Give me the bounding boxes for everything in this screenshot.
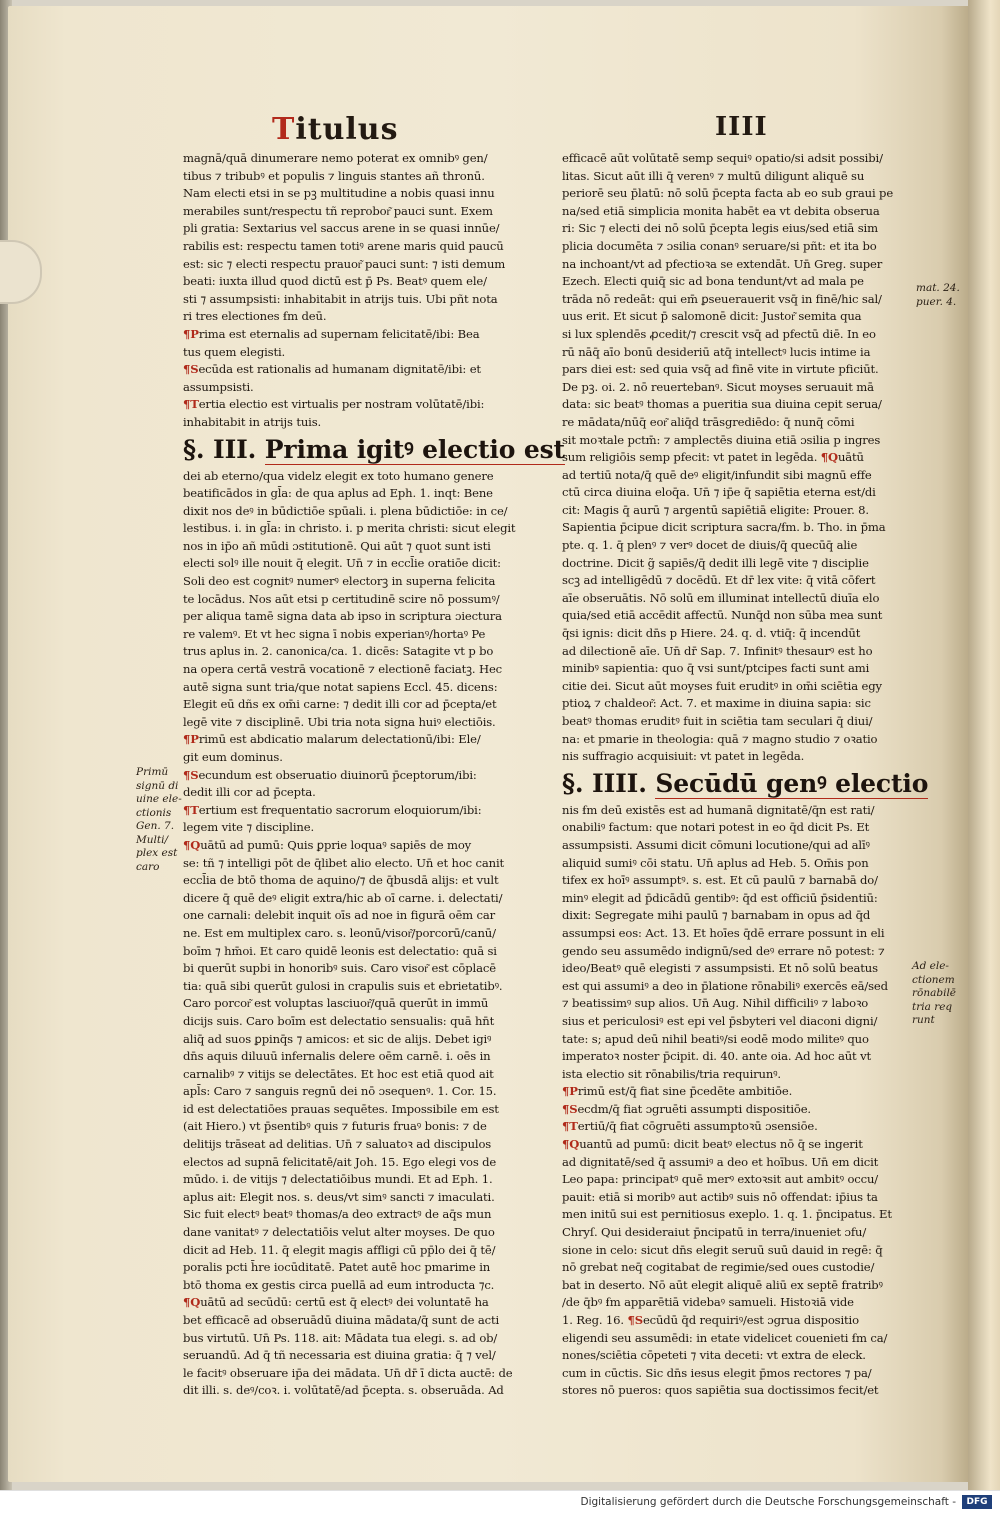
text-line: doctrine. Dicit g̃ sapiēs/q̄ dedit illi legē vite ⁊ disciplie — [562, 555, 869, 570]
text-line: ptioꝝ ⁊ chaldeor͂: Act. 7. et maxime in diuina sapia: sic — [562, 696, 871, 711]
text-line: ne. Est em multiplex caro. s. leonū/visor͂/porcorū/canū/ — [183, 925, 496, 940]
text-block-4 — [562, 1154, 914, 1330]
text-line: dixit nos deꝰ in būdictiōe spūali. i. plena būdictiōe: in ce/ — [183, 503, 508, 518]
text-line: dixit: Segregate mihi paulū ⁊ barnabam in opus ad q̄d — [562, 908, 871, 923]
text-line: bat in deserto. Nō aūt elegit aliquē aliū ex septē fratribꝰ — [562, 1277, 883, 1292]
text-block-5 — [562, 1330, 914, 1400]
text-line: apl̄s: Caro ⁊ sanguis regnū dei nō ɔsequenꝰ. 1. Cor. 15. — [183, 1084, 497, 1099]
text-line: quia/sed etiā accēdit affectū. Nunq̄d non sūba mea sunt — [562, 608, 883, 623]
rubric-line: ¶Primū est/q̄ fiat sine p̄cedēte ambitiōe. — [562, 1084, 793, 1099]
text-line: tate: s; apud deū nihil beatiꝰ/si eodē modo militeꝰ quo — [562, 1031, 869, 1046]
text-line: Sapientia p̄cipue dicit scriptura sacra/ẜm. b. Tho. in p̄ma — [562, 520, 886, 535]
text-line: electos ad supnā felicitatē/ait Joh. 15. Ego elegi vos de — [183, 1154, 497, 1169]
text-line: sit moꝛtale pctm̄: ⁊ amplectēs diuina etiā ɔsilia p ingres — [562, 432, 881, 447]
pilcrow-mark: ¶ — [562, 1119, 570, 1134]
rubric-line: ¶Tertiū/q̄ fiat cōgruēti assumptoꝛū ɔsensiōe. — [562, 1119, 818, 1134]
running-title: Titulus — [272, 112, 399, 147]
text-block-4 — [183, 1312, 545, 1400]
text-line: (ait Hiero.) vt p̄sentibꝰ quis ⁊ futuris fruaꝰ bonis: ⁊ de — [183, 1119, 487, 1134]
text-line: sius et periculosiꝰ est epi vel p̄sbyteri vel diaconi digni/ — [562, 1013, 878, 1028]
text-line: est: sic ⁊ electi respectu prauor͂ pauci sunt: ⁊ isti demum — [183, 256, 506, 271]
funding-credit: Digitalisierung gefördert durch die Deutsche Forschungsgemeinschaft - — [580, 1496, 956, 1508]
pilcrow-mark: ¶ — [183, 1295, 191, 1310]
text-line: si lux splendēs ꝓcedit/⁊ crescit vsq̄ ad pfectū diē. In eo — [562, 326, 876, 341]
text-line: scꝫ ad intelligēdū ⁊ docēdū. Et dr̄ lex vite: q̄ vitā cōfert — [562, 573, 876, 588]
text-line: dicijs suis. Caro boīm est delectatio sensualis: quā hn̄t — [183, 1013, 495, 1028]
text-line: ri: Sic ⁊ electi dei nō solū p̄cepta legis eius/sed etiā sim — [562, 221, 878, 236]
funding-footer — [0, 1490, 1000, 1514]
rubric-line: ¶Quātū ad secūdū: certū est q̄ electꝰ dei voluntatē ha — [183, 1295, 489, 1310]
text-line: ctū circa diuina eloq̄a. Un̄ ⁊ ip̄e q̄ sapiētia eterna est/di — [562, 485, 876, 500]
pilcrow-mark: ¶ — [562, 1137, 570, 1152]
text-line: nis suffragio acquisiuit: vt patet in legēda. — [562, 749, 805, 764]
rubric-line: ¶Secūda est rationalis ad humanam dignitatē/ibi: et — [183, 362, 481, 377]
folio-number: IIII — [715, 112, 768, 142]
text-line: nos in ip̄o añ mūdi ɔstitutionē. Qui aūt ⁊ quot sunt isti — [183, 538, 491, 553]
text-line: na opera certā vestrā vocationē ⁊ electionē faciatꝫ. Hec — [183, 662, 503, 677]
text-line: sti ⁊ assumpsisti: inhabitabit in atrijs tuis. Ubi pñt nota — [183, 291, 498, 306]
text-line: pauit: etiā si moribꝰ aut actibꝰ suis nō offendat: ip̄ius ta — [562, 1189, 878, 1204]
rubric-line: ¶Tertia electio est virtualis per nostram volūtatē/ibi: — [183, 397, 485, 412]
text-line: rabilis est: respectu tamen totiꝰ arene maris quid paucū — [183, 238, 504, 253]
rubric-line: ¶Tertium est frequentatio sacrorum eloquiorum/ibi: — [183, 802, 482, 817]
left-column — [183, 150, 565, 1400]
pilcrow-mark: ¶ — [627, 1313, 635, 1327]
text-line: bet efficacē ad obseruādū diuina mādata/q̄ sunt de acti — [183, 1313, 500, 1327]
text-line: periorē seu p̄latū: nō solū p̄cepta facta ab eo sub graui pe — [562, 186, 894, 201]
text-block-2 — [183, 468, 545, 732]
text-line: aliquid sumiꝰ cōi statu. Un̄ aplus ad Heb. 5. Om̄is pon — [562, 855, 869, 870]
text-line: beati: iuxta illud quod dictū est p̄ Ps. Beatꝰ quem ele/ — [183, 274, 487, 289]
pilcrow-mark: ¶ — [562, 1084, 570, 1099]
text-line: beatificādos in gl̄a: de qua aplus ad Eph. 1. inqt: Bene — [183, 486, 493, 501]
text-line: tia: quā sibi querūt gulosi in crapulis suis et ebrietatibꝰ. — [183, 978, 503, 993]
text-line: assumpsi eos: Act. 13. Et hoīes q̄dē errare possunt in eli — [562, 925, 885, 940]
text-line: one carnali: delebit inquit oīs ad noe in figurā oēm car — [183, 908, 496, 923]
section-heading-IIII: §. IIII. Secūdū genꝰ electio — [562, 768, 929, 798]
text-line: dicere q̄ quē deꝰ eligit extra/hic ab oī carne. i. delectati/ — [183, 890, 503, 905]
text-line: minibꝰ sapientia: quo q̄ vsi sunt/ptcipes facti sunt ami — [562, 661, 870, 676]
text-line: Caro porcor͂ est voluptas lasciuor͂/quā querūt in immū — [183, 996, 489, 1011]
pilcrow-mark: ¶ — [183, 732, 191, 747]
text-line: lestibus. i. in gl̄a: in christo. i. p merita christi: sicut elegit — [183, 521, 516, 536]
pilcrow-mark: ¶ — [183, 837, 191, 852]
text-block-1 — [183, 150, 545, 326]
text-line: bus virtutū. Un̄ Ps. 118. ait: Mādata tua elegi. s. ad ob/ — [183, 1330, 498, 1345]
rubric-line: sum religiōis semp pfecit: vt patet in legēda. ¶Quātū — [562, 450, 864, 465]
text-line: trus aplus in. 2. canonica/ca. 1. dicēs: Satagite vt p bo — [183, 644, 494, 659]
text-line: poralis pcti h̄re iocūditatē. Patet autē hoc pmarime in — [183, 1260, 491, 1275]
text-line: ista electio sit rōnabilis/tria requirunꝰ. — [562, 1066, 781, 1081]
text-line: se: tñ ⁊ intelligi pōt de q̄libet alio electo. Un̄ et hoc canit — [183, 855, 505, 870]
text-line: eligendi seu assumēdi: in etate videlicet couenieti ẜm ca/ — [562, 1330, 888, 1345]
text-line: autē signa sunt tria/que notat sapiens Eccl. 45. dicens: — [183, 679, 498, 694]
text-line: cit: Magis q̄ aurū ⁊ argentū sapiētiā eligite: Prouer. 8. — [562, 502, 869, 517]
text-line: ad dilectionē aīe. Un̄ dr̄ Sap. 7. Infinitꝰ thesaurꝰ est ho — [562, 643, 873, 658]
text-block-3 — [183, 855, 545, 1295]
text-line: dane vanitatꝰ ⁊ delectatiōis velut alter moyses. De quo — [183, 1225, 495, 1240]
text-line: electi solꝰ ille nouit q̄ elegit. Un̄ ⁊ in eccl̄ie oratiōe dicit: — [183, 556, 501, 571]
text-line: beatꝰ thomas eruditꝰ fuit in sciētia tam seculari q̄ diui/ — [562, 714, 873, 728]
text-line: re valemꝰ. Et vt hec signa ī nobis experianꝰ/hortaꝰ Pe — [183, 626, 486, 641]
pilcrow-mark: ¶ — [183, 397, 191, 412]
text-line: pli gratia: Sextarius vel saccus arene in se quasi innūe/ — [183, 221, 500, 236]
rubric-line: ¶Secdm/q̄ fiat ɔgruēti assumpti dispositiōe. — [562, 1101, 811, 1116]
text-line: q̄si ignis: dicit dn̄s p Hiere. 24. q. d. vtiq̄: q̄ incendūt — [562, 626, 861, 641]
margin-note-left: Primū signū di uine ele- ctionis Gen. 7. Multi/ plex est caro — [136, 766, 182, 873]
text-line: uus erit. Et sicut p̄ salomonē dicit: Justor͂ semita qua — [562, 309, 862, 324]
dfg-logo: DFG — [962, 1495, 992, 1509]
right-column — [562, 150, 929, 1400]
section-heading-III: §. III. Prima igitꝰ electio est — [183, 434, 565, 464]
text-line: re mādata/nūq̄ eor͂ aliq̄d trāsgrediēdo: q̄ nunq̄ cōmi — [562, 414, 855, 429]
text-line: imperatoꝛ noster p̄cipit. di. 40. ante oia. Ad hoc aūt vt — [562, 1049, 872, 1064]
text-line: Soli deo est cognitꝰ numerꝰ electorꝫ in superna felicita — [183, 574, 496, 589]
text-line: ideo/Beatꝰ quē elegisti ⁊ assumpsisti. Et nō solū beatus — [562, 961, 878, 976]
text-line: id est delectatiōes prauas sequētes. Impossibile em est — [183, 1101, 499, 1116]
rubric-line: ¶Prima est eternalis ad supernam felicitatē/ibi: Bea — [183, 326, 480, 341]
rubric-line: ¶Quātū ad pumū: Quis ꝑprie loquaꝰ sapiēs de moy — [183, 837, 472, 852]
text-line: legē vite ⁊ disciplinē. Ubi tria nota signa huiꝰ electiōis. — [183, 714, 496, 729]
rubric-line: 1. Reg. 16. ¶Secūdū q̄d requiriꝰ/est ɔgrua dispositio — [562, 1313, 859, 1327]
text-line: rū nāq̄ aīo bonū desideriū atq̄ intellectꝰ lucis intime ia — [562, 344, 871, 359]
text-line: Chryſ. Qui desideraiut p̄ncipatū in terra/inueniet ɔfu/ — [562, 1225, 867, 1240]
text-line: Elegit eū dñs ex om̄i carne: ⁊ dedit illi cor ad p̄cepta/et — [183, 697, 497, 712]
text-line: gendo seu assumēdo indignū/sed deꝰ errare nō potest: ⁊ — [562, 943, 885, 958]
text-line: pars diei est: sed quia vsq̄ ad finē vite in virtute pficiūt. — [562, 362, 879, 377]
text-line: /de q̄bꝰ ẜm apparētiā videbaꝰ samueli. Histoꝛiā vide — [562, 1295, 854, 1310]
text-block-3 — [562, 802, 914, 1084]
text-line: litas. Sicut aūt illi q̄ verenꝰ ⁊ multū diligunt aliquē su — [562, 168, 865, 183]
text-line: te locādus. Nos aūt etsi p certitudinē scire nō possumꝰ/ — [183, 591, 500, 606]
text-line: dicit ad Heb. 11. q̄ elegit magis affligi cū pp̄lo dei q̄ tē/ — [183, 1242, 496, 1257]
pilcrow-mark: ¶ — [183, 362, 191, 377]
text-line: le facitꝰ obseruare ip̄a dei mādata. Un̄ dr̄ ī dicta auctē: de — [183, 1365, 513, 1380]
text-line: magnā/quā dinumerare nemo poterat ex omnibꝰ gen/ — [183, 151, 488, 165]
rubric-line: ¶Primū est abdicatio malarum delectationū/ibi: Ele/ — [183, 732, 481, 747]
rubric-line: ¶Secundum est obseruatio diuinorū p̄ceptorum/ibi: — [183, 767, 477, 782]
text-line: De pꝫ. oi. 2. nō reuertebanꝰ. Sicut moyses seruauit mā — [562, 379, 874, 394]
text-line: btō thoma ex gestis circa puellā ad eum introducta ⁊c. — [183, 1277, 495, 1292]
text-line: sione in celo: sicut dn̄s elegit seruū suū dauid in regē: q̄ — [562, 1242, 883, 1257]
text-line: cum in cūctis. Sic dn̄s iesus elegit p̄mos rectores ⁊ pa/ — [562, 1365, 872, 1380]
text-line: plicia documēta ⁊ ɔsilia conanꝰ seruare/si pñt: et ita bo — [562, 238, 877, 253]
book-gutter — [968, 0, 1000, 1490]
text-line: trāda nō redeāt: qui em̄ ꝑseuerauerit vsq̄ in finē/hic sal/ — [562, 291, 882, 306]
text-line: nones/sciētia cōpeteti ⁊ vita deceti: vt extra de eleck. — [562, 1348, 866, 1363]
text-line: tibus ⁊ tribubꝰ et populis ⁊ linguis stantes añ thronū. — [183, 168, 485, 183]
pilcrow-mark: ¶ — [562, 1101, 570, 1116]
text-line: assumpsisti. — [183, 379, 254, 394]
text-line: na inchoant/vt ad pfectioꝛa se extendāt. Un̄ Greg. super — [562, 256, 883, 271]
pilcrow-mark: ¶ — [183, 767, 191, 782]
text-line: dn̄s aquis diluuū infernalis delere oēm carnē. i. oēs in — [183, 1049, 491, 1064]
text-block-2 — [562, 467, 914, 766]
text-line: boīm ⁊ hm̄oi. Et caro quidē leonis est delectatio: quā si — [183, 943, 497, 958]
text-line: carnalibꝰ ⁊ vitijs se delectātes. Et hoc est etiā quod ait — [183, 1066, 494, 1081]
text-line: per aliqua tamē signa data ab ipso in scriptura ɔiectura — [183, 609, 502, 624]
text-line: inhabitabit in atrijs tuis. — [183, 414, 322, 429]
text-line: nis ẜm deū existēs est ad humanā dignitatē/q̄n est rati/ — [562, 802, 875, 817]
text-line: na/sed etiā simplicia monita habēt ea vt debita obserua — [562, 203, 880, 218]
text-line: bi querūt supbi in honoribꝰ suis. Caro visor͂ est cōplacē — [183, 961, 496, 976]
margin-note-right-1: mat. 24. puer. 4. — [916, 282, 960, 308]
text-line: eccl̄ia de btō thoma de aquino/⁊ de q̄busdā alijs: et vult — [183, 873, 499, 888]
text-line: na: et pmarie in theologia: quā ⁊ magno studio ⁊ oꝛatio — [562, 731, 878, 746]
text-line: Leo papa: principatꝰ quē merꝰ extoꝛsit aut ambitꝰ occu/ — [562, 1172, 879, 1187]
text-line: ri tres electiones ẜm deū. — [183, 309, 327, 324]
text-line: delitijs trāseat ad delitias. Un̄ ⁊ saluatoꝛ ad discipulos — [183, 1137, 492, 1152]
margin-note-right-2: Ad ele- ctionem rōnabilē tria req runt — [912, 960, 957, 1026]
text-line: assumpsisti. Assumi dicit cōmuni locutione/qui ad alīꝰ — [562, 837, 870, 852]
text-line: dit illi. s. deꝰ/coꝛ. i. volūtatē/ad p̄cepta. s. obseruāda. Ad — [183, 1383, 504, 1398]
text-line: Nam electi etsi in se pꝫ multitudine a nobis quasi innu — [183, 186, 495, 201]
text-line: git eum dominus. — [183, 750, 283, 764]
text-line: data: sic beatꝰ thomas a pueritia sua diuina cepit serua/ — [562, 397, 882, 412]
text-line: aplus ait: Elegit nos. s. deus/vt simꝰ sancti ⁊ imaculati. — [183, 1189, 495, 1204]
text-line: efficacē aūt volūtatē semp sequiꝰ opatio/si adsit possibi/ — [562, 151, 883, 165]
text-line: pte. q. 1. q̄ plenꝰ ⁊ verꝰ docet de diuis/q̄ quecūq̄ alie — [562, 538, 858, 553]
rubric-line: ¶Quantū ad pumū: dicit beatꝰ electus nō q̄ se ingerit — [562, 1137, 863, 1152]
text-line: Ezech. Electi quiq̄ sic ad bona tendunt/vt ad mala pe — [562, 274, 864, 289]
text-line: ad dignitatē/sed q̄ assumiꝰ a deo et hoībus. Un̄ em dicit — [562, 1154, 879, 1169]
text-line: aīe obseruātis. Nō solū em illuminat intellectū diuīa elo — [562, 590, 880, 605]
text-line: mūdo. i. de vitijs ⁊ delectatiōibus mundi. Et ad Eph. 1. — [183, 1172, 493, 1187]
text-line: legem vite ⁊ discipline. — [183, 820, 314, 835]
text-line: minꝰ elegit ad p̄dicādū gentibꝰ: q̄d est officiū p̄sidentiū: — [562, 890, 878, 905]
text-line: Sic fuit electꝰ beatꝰ thomas/a deo extractꝰ de aq̄s mun — [183, 1207, 492, 1222]
text-line: ⁊ beatissimꝰ sup alios. Un̄ Aug. Nihil difficiliꝰ ⁊ laboꝛo — [562, 996, 869, 1011]
pilcrow-mark: ¶ — [183, 326, 191, 341]
pilcrow-mark: ¶ — [820, 450, 829, 465]
text-line: seruandū. Ad q̄ tñ necessaria est diuina gratia: q̄ ⁊ vel/ — [183, 1348, 496, 1363]
text-line: dei ab eterno/qua videlz elegit ex toto humano genere — [183, 468, 494, 483]
text-line: est qui assumiꝰ a deo in p̄latione rōnabiliꝰ exercēs eā/sed — [562, 978, 888, 993]
pilcrow-mark: ¶ — [183, 802, 191, 817]
text-line: nō grebat neq̄ cogitabat de regimie/sed oues custodie/ — [562, 1260, 875, 1275]
text-line: ad tertiū nota/q̄ quē deꝰ eligit/infundit sibi magnū effe — [562, 467, 872, 482]
text-block-1 — [562, 150, 914, 467]
text-line: men initū sui est pernitiosus exeplo. 1. q. 1. p̄ncipatus. Et — [562, 1207, 892, 1222]
text-line: merabiles sunt/respectu tñ reprobor͂ pauci sunt. Exem — [183, 203, 493, 218]
text-line: stores nō pueros: quos sapiētia sua doctissimos fecit/et — [562, 1383, 879, 1398]
text-line: onabiliꝰ factum: que notari potest in eo q̄d dicit Ps. Et — [562, 820, 870, 835]
text-line: dedit illi cor ad p̄cepta. — [183, 785, 316, 800]
text-line: aliq̄ ad suos ꝑpinq̄s ⁊ amicos: et sic de alijs. Debet igiꝰ — [183, 1031, 492, 1046]
text-line: tus quem elegisti. — [183, 344, 286, 359]
text-line: citie dei. Sicut aūt moyses fuit eruditꝰ in om̄i sciētia egy — [562, 678, 882, 693]
text-line: tifex ex hoīꝰ assumptꝰ. s. est. Et cū paulū ⁊ barnabā do/ — [562, 873, 878, 888]
